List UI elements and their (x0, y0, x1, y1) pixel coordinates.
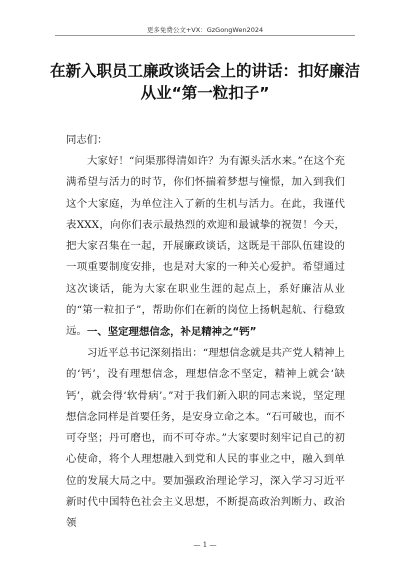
header-note: 更多免费公文+VX：GzGongWen2024 (146, 26, 264, 34)
salutation: 同志们： (66, 134, 108, 146)
section-heading: 一、坚定理想信念，补足精神之“钙” (87, 326, 257, 338)
header-divider (55, 35, 355, 36)
document-title: 在新入职员工廉政谈话会上的讲话：扣好廉洁从业“第一粒扣子” (50, 62, 361, 102)
body-paragraph: 大家好！“问渠那得清如许？为有源头活水来。”在这个充满希望与活力的时节，你们怀揣着梦想与憧憬，加入到我们这个大家庭，为单位注入了新的生机与活力。在此，我谨代表XXX，向你们表示最热烈的欢迎和最诚挚的祝贺！今天，把大家召集在一起，开展廉政谈话，这既是干部队伍建设的一项重要制度安排，也是对大家的一种关心爱护。希望通过这次谈话，能为大家在职业生涯的起点上，系好廉洁从业的“第一粒扣子”，帮助你们在新的岗位上扬帆起航、行稳致远。 (66, 155, 345, 338)
page-number: — 1 — (193, 541, 217, 549)
body-paragraph: 习近平总书记深刻指出：“理想信念就是共产党人精神上的‘钙’，没有理想信念，理想信念不坚定，精神上就会‘缺钙’，就会得‘软骨病’。”对于我们新入职的同志来说，坚定理想信念同样是首要任务，是安身立命之本。“石可破也，而不可夺坚；丹可磨也，而不可夺赤。”大家要时刻牢记自己的初心使命，将个人理想融入到党和人民的事业之中，融入到单位的发展大局之中。要加强政治理论学习，深入学习习近平新时代中国特色社会主义思想，不断提高政治判断力、政治领 (66, 347, 345, 530)
